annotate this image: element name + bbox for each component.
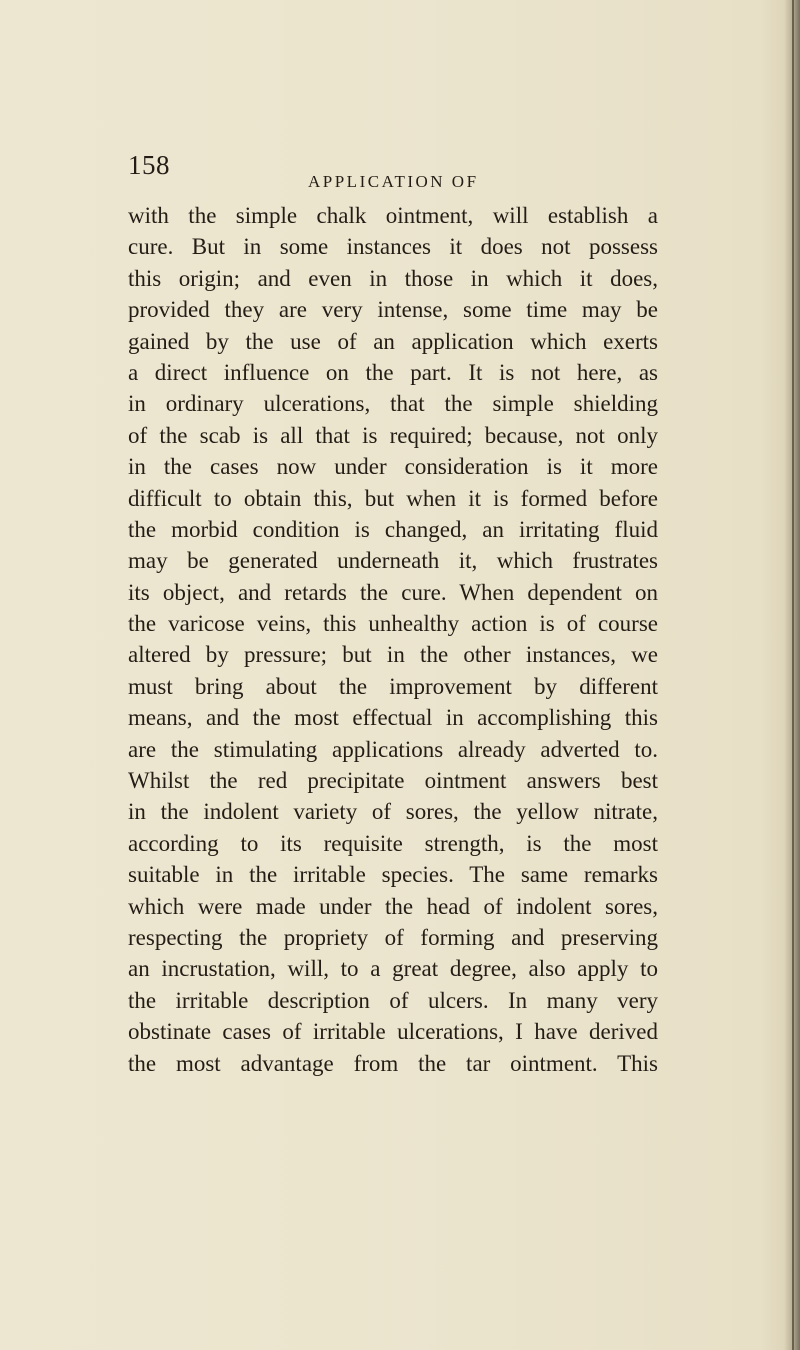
text-line-27: obstinate cases of irritable ulcerations, I have derived <box>128 1019 658 1045</box>
text-line-26: the irritable description of ulcers. In many very <box>128 987 658 1013</box>
text-line-25: an incrustation, will, to a great degree, also apply to <box>128 956 658 982</box>
page-header <box>128 150 688 190</box>
text-line-1: with the simple chalk ointment, will establish a <box>128 203 658 228</box>
text-line-7: in ordinary ulcerations, that the simple shielding <box>128 391 658 417</box>
text-line-6: a direct influence on the part. It is not here, as <box>128 359 658 385</box>
text-line-2: cure. But in some instances it does not possess <box>128 234 658 260</box>
text-line-16: must bring about the improvement by different <box>128 673 658 699</box>
text-line-24: respecting the propriety of forming and preserving <box>128 924 658 950</box>
text-line-18: are the stimulating applications already adverted to. <box>128 736 658 762</box>
text-line-4: provided they are very intense, some time may be <box>128 297 658 323</box>
text-line-23: which were made under the head of indolent sores, <box>128 893 658 919</box>
text-line-8: of the scab is all that is required; because, not only <box>128 422 658 448</box>
text-line-10: difficult to obtain this, but when it is formed before <box>128 485 658 511</box>
text-line-13: its object, and retards the cure. When dependent on <box>128 579 658 605</box>
text-line-22: suitable in the irritable species. The same remarks <box>128 862 658 888</box>
body-text <box>128 200 658 1079</box>
text-line-19: Whilst the red precipitate ointment answers best <box>128 768 658 794</box>
text-line-14: the varicose veins, this unhealthy action is of course <box>128 611 658 637</box>
text-line-12: may be generated underneath it, which frustrates <box>128 548 658 574</box>
running-head: APPLICATION OF <box>308 172 479 191</box>
text-line-28: the most advantage from the tar ointment. This <box>128 1050 658 1076</box>
page-number: 158 <box>128 150 170 180</box>
text-line-9: in the cases now under consideration is it more <box>128 454 658 480</box>
text-line-15: altered by pressure; but in the other instances, we <box>128 642 658 668</box>
text-line-17: means, and the most effectual in accomplishing this <box>128 705 658 731</box>
text-line-21: according to its requisite strength, is the most <box>128 830 658 856</box>
text-line-20: in the indolent variety of sores, the yellow nitrate, <box>128 799 658 825</box>
text-line-11: the morbid condition is changed, an irritating fluid <box>128 516 658 542</box>
text-line-3: this origin; and even in those in which it does, <box>128 265 658 291</box>
page-edge-line <box>792 0 794 1350</box>
text-line-5: gained by the use of an application which exerts <box>128 328 658 354</box>
